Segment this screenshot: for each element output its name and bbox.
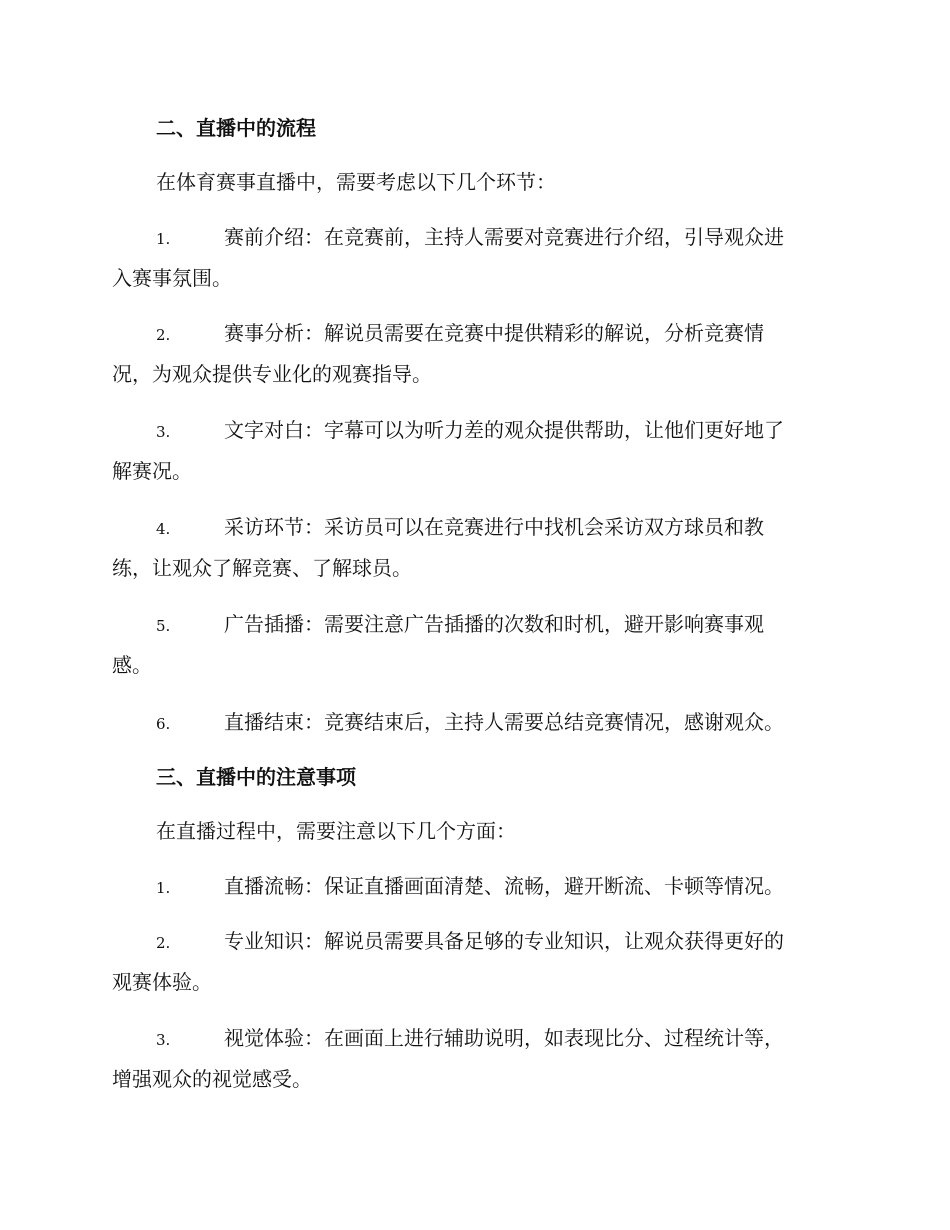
list-item: [112, 604, 838, 686]
list-item-text: 采访环节：采访员可以在竞赛进行中找机会采访双方球员和教: [224, 515, 764, 539]
list-item-text: 直播结束：竞赛结束后，主持人需要总结竞赛情况，感谢观众。: [224, 710, 784, 734]
list-item-number: 3.: [156, 423, 171, 441]
list-item: [112, 313, 838, 395]
list-item: [112, 507, 838, 589]
list-item: [112, 702, 838, 743]
list-item: [112, 410, 838, 492]
section-heading-notes: 三、直播中的注意事项: [156, 765, 356, 789]
section-heading-process: 二、直播中的流程: [156, 116, 316, 140]
list-item-text: 广告插播：需要注意广告插播的次数和时机，避开影响赛事观: [224, 612, 764, 636]
list-item-text: 视觉体验：在画面上进行辅助说明，如表现比分、过程统计等，: [224, 1026, 784, 1050]
section-intro-process: 在体育赛事直播中，需要考虑以下几个环节：: [156, 170, 556, 194]
list-item-text-continued: 感。: [112, 653, 152, 677]
list-item-number: 1.: [156, 879, 171, 897]
list-item-text: 赛前介绍：在竞赛前，主持人需要对竞赛进行介绍，引导观众进: [224, 225, 784, 249]
list-item-text-continued: 观赛体验。: [112, 970, 212, 994]
list-item: [112, 217, 838, 299]
section-intro-notes: 在直播过程中，需要注意以下几个方面：: [156, 819, 516, 843]
list-item: [112, 1018, 838, 1100]
list-item-number: 2.: [156, 326, 171, 344]
list-item-text: 专业知识：解说员需要具备足够的专业知识，让观众获得更好的: [224, 929, 784, 953]
list-item: [112, 866, 838, 907]
list-item-text-continued: 入赛事氛围。: [112, 266, 232, 290]
list-item-text-continued: 解赛况。: [112, 459, 192, 483]
list-item-number: 6.: [156, 715, 171, 733]
list-item-text-continued: 增强观众的视觉感受。: [112, 1067, 312, 1091]
list-item-number: 5.: [156, 617, 171, 635]
list-item-text: 直播流畅：保证直播画面清楚、流畅，避开断流、卡顿等情况。: [224, 874, 784, 898]
list-item-number: 3.: [156, 1031, 171, 1049]
list-item: [112, 921, 838, 1003]
list-item-text: 文字对白：字幕可以为听力差的观众提供帮助，让他们更好地了: [224, 418, 784, 442]
list-item-text-continued: 练，让观众了解竞赛、了解球员。: [112, 556, 412, 580]
list-item-number: 4.: [156, 520, 171, 538]
list-item-number: 2.: [156, 934, 171, 952]
list-item-text: 赛事分析：解说员需要在竞赛中提供精彩的解说，分析竞赛情: [224, 321, 764, 345]
list-item-number: 1.: [156, 230, 171, 248]
list-item-text-continued: 况，为观众提供专业化的观赛指导。: [112, 362, 432, 386]
